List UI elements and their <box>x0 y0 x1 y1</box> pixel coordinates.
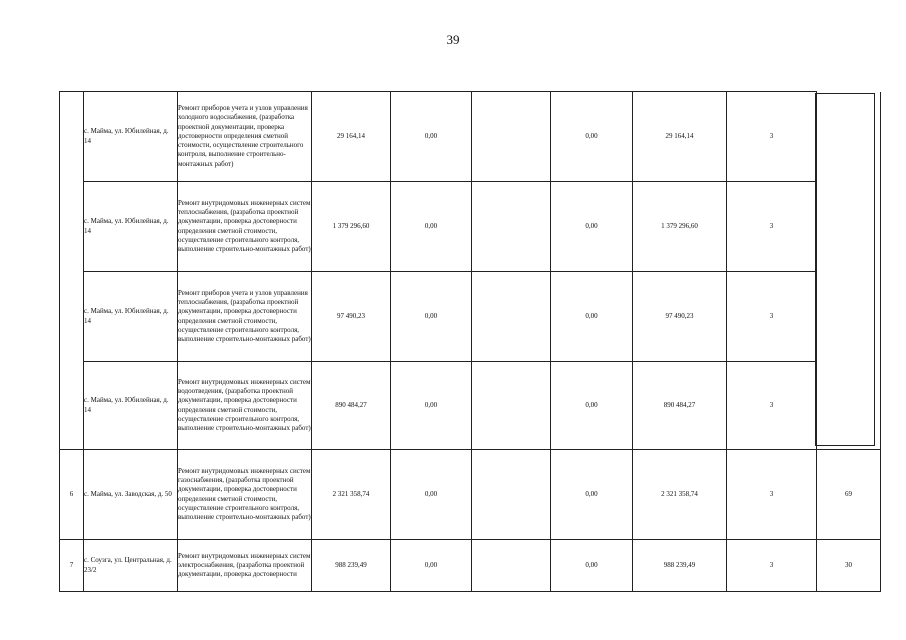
table-row <box>60 182 881 272</box>
row-number-cell <box>60 92 84 450</box>
value-cell: 69 <box>817 450 881 540</box>
cost-cell: 0,00 <box>391 92 472 182</box>
count-cell: 3 <box>727 182 817 272</box>
work-description-cell: Ремонт приборов учета и узлов управления холодного водоснабжения, (разработка проектной документации, проверка достоверности определения сметной стоимости, осуществление строительного контроля, выполнение строительно-монтажных работ) <box>178 92 312 182</box>
total-cost-cell: 890 484,27 <box>312 362 391 450</box>
count-cell: 3 <box>727 540 817 592</box>
table-row <box>60 540 881 592</box>
cost-cell <box>472 450 551 540</box>
work-description-cell: Ремонт приборов учета и узлов управления теплоснабжения, (разработка проектной документации, проверка достоверности определения сметной стоимости, осуществление строительного контроля, выполнение строительно-монтажных работ) <box>178 272 312 362</box>
cost-cell: 97 490,23 <box>633 272 727 362</box>
address-cell: с. Майма, ул. Юбилейная, д. 14 <box>84 92 178 182</box>
cost-cell: 0,00 <box>391 450 472 540</box>
total-cost-cell: 29 164,14 <box>312 92 391 182</box>
page-number: 39 <box>446 32 460 47</box>
work-description-cell: Ремонт внутридомовых инженерных систем газоснабжения, (разработка проектной документации, проверка достоверности определения сметной стоимости, осуществление строительного контроля, выполнение строительно-монтажных работ) <box>178 450 312 540</box>
table-row <box>60 362 881 450</box>
cost-cell: 29 164,14 <box>633 92 727 182</box>
cost-cell: 988 239,49 <box>633 540 727 592</box>
address-cell: с. Майма, ул. Юбилейная, д. 14 <box>84 182 178 272</box>
cost-cell: 0,00 <box>551 182 633 272</box>
table-row <box>60 272 881 362</box>
address-cell: с. Майма, ул. Юбилейная, д. 14 <box>84 272 178 362</box>
work-description-cell: Ремонт внутридомовых инженерных систем теплоснабжения, (разработка проектной документации, проверка достоверности определения сметной стоимости, осуществление строительного контроля, выполнение строительно-монтажных работ) <box>178 182 312 272</box>
cost-cell <box>472 182 551 272</box>
row-number-cell: 6 <box>60 450 84 540</box>
cost-cell <box>472 540 551 592</box>
total-cost-cell: 2 321 358,74 <box>312 450 391 540</box>
cost-cell: 0,00 <box>551 540 633 592</box>
table-row <box>60 450 881 540</box>
cost-cell: 0,00 <box>391 362 472 450</box>
count-cell: 3 <box>727 92 817 182</box>
table-row <box>60 92 881 182</box>
cost-cell: 0,00 <box>551 362 633 450</box>
works-table <box>59 91 881 592</box>
address-cell: с. Майма, ул. Юбилейная, д. 14 <box>84 362 178 450</box>
work-description-cell: Ремонт внутридомовых инженерных систем электроснабжения, (разработка проектной документации, проверка достоверности <box>178 540 312 592</box>
work-description-cell: Ремонт внутридомовых инженерных систем водоотведения, (разработка проектной документации, проверка достоверности определения сметной стоимости, осуществление строительного контроля, выполнение строительно-монтажных работ) <box>178 362 312 450</box>
cost-cell: 0,00 <box>551 92 633 182</box>
total-cost-cell: 1 379 296,60 <box>312 182 391 272</box>
cost-cell <box>472 272 551 362</box>
merged-value-cell <box>817 92 881 450</box>
cost-cell: 0,00 <box>391 182 472 272</box>
value-cell: 30 <box>817 540 881 592</box>
cost-cell: 0,00 <box>391 540 472 592</box>
cost-cell: 1 379 296,60 <box>633 182 727 272</box>
total-cost-cell: 97 490,23 <box>312 272 391 362</box>
cost-cell <box>472 362 551 450</box>
cost-cell: 890 484,27 <box>633 362 727 450</box>
cost-cell: 0,00 <box>391 272 472 362</box>
count-cell: 3 <box>727 450 817 540</box>
count-cell: 3 <box>727 272 817 362</box>
count-cell: 3 <box>727 362 817 450</box>
cost-cell: 0,00 <box>551 450 633 540</box>
row-number-cell: 7 <box>60 540 84 592</box>
address-cell: с. Майма, ул. Заводская, д. 50 <box>84 450 178 540</box>
cost-cell: 2 321 358,74 <box>633 450 727 540</box>
cost-cell <box>472 92 551 182</box>
total-cost-cell: 988 239,49 <box>312 540 391 592</box>
cost-cell: 0,00 <box>551 272 633 362</box>
address-cell: с. Соузга, ул. Центральная, д. 23/2 <box>84 540 178 592</box>
